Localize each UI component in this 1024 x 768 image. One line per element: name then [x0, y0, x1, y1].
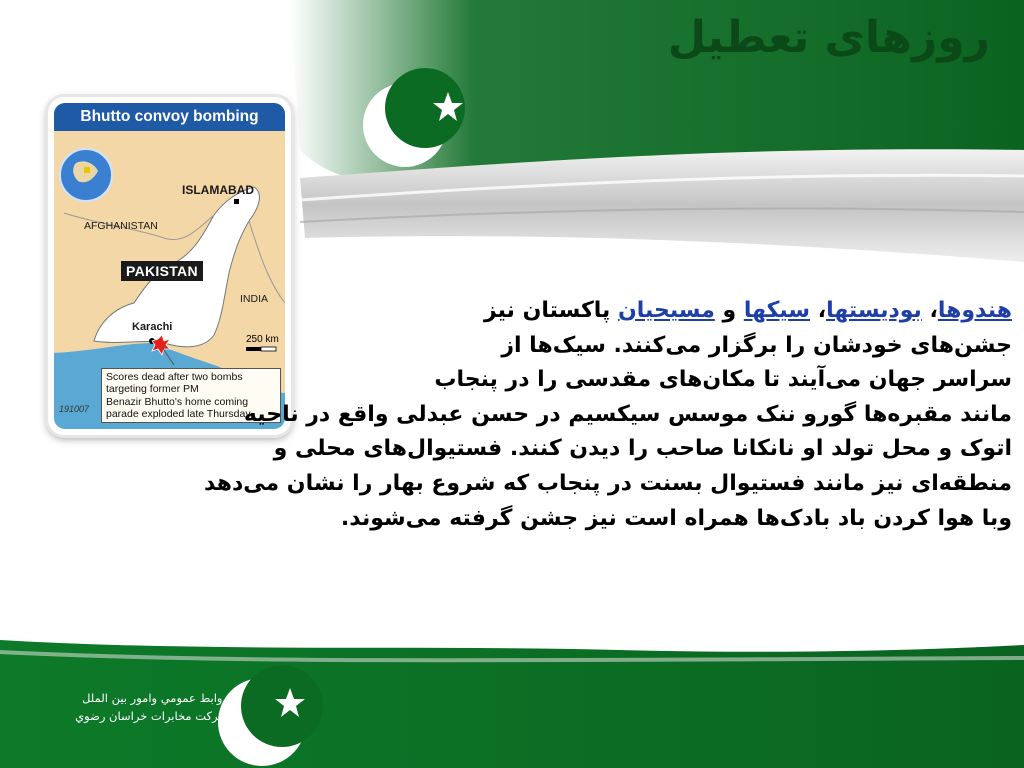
- link-sikhs[interactable]: سیکها: [743, 298, 811, 323]
- body-line: منطقه‌ای نیز مانند فستیوال بسنت در پنجاب که شروع بهار را نشان می‌دهد: [204, 470, 1012, 496]
- body-line: مانند مقبره‌ها گورو ننک موسس سیکسیم در حسن عبدلی واقع در ناحیه: [243, 401, 1012, 427]
- separator: ،: [810, 298, 827, 323]
- body-paragraph: [12, 294, 1012, 536]
- map-scale-label: 250 km: [246, 334, 279, 345]
- body-line: سراسر جهان می‌آیند تا مکان‌های مقدسی را در پنجاب: [434, 367, 1012, 393]
- footer-credit: [30, 689, 228, 725]
- separator: ،: [921, 298, 938, 323]
- footer-line-1: روابط عمومي وامور بين الملل: [82, 691, 228, 705]
- body-line: جشن‌های خودشان را برگزار می‌کنند. سیک‌ها از: [501, 332, 1012, 358]
- body-line-1: [12, 294, 1012, 329]
- link-hindus[interactable]: هندوها: [937, 298, 1012, 323]
- separator: و: [714, 298, 744, 323]
- footer-line-2: شركت مخابرات خراسان رضوي: [75, 709, 228, 723]
- link-buddhists[interactable]: بودیستها: [826, 298, 922, 323]
- callout-line: parade exploded late Thursday: [106, 408, 251, 421]
- map-credit: 191007: [59, 404, 90, 414]
- map-title: Bhutto convoy bombing: [54, 103, 285, 131]
- callout-line: Scores dead after two bombs: [106, 371, 243, 383]
- callout-line: targeting former PM: [106, 383, 199, 396]
- map-label-islamabad: ISLAMABAD: [182, 183, 254, 197]
- slide-title: روزهای تعطیل: [667, 12, 990, 63]
- callout-line: Benazir Bhutto's home coming: [106, 395, 249, 408]
- body-text-run: پاکستان نیز: [483, 298, 618, 323]
- body-line: وبا هوا کردن باد بادک‌ها همراه است نیز جشن گرفته می‌شوند.: [340, 505, 1012, 531]
- body-line: اتوک و محل تولد او نانکانا صاحب را دیدن کنند. فستیوال‌های محلی و: [273, 436, 1012, 462]
- map-label-karachi: Karachi: [132, 321, 173, 333]
- map-label-india: INDIA: [240, 293, 269, 305]
- link-christians[interactable]: مسیحیان: [617, 298, 715, 323]
- map-label-pakistan: PAKISTAN: [121, 261, 203, 281]
- map-label-afghanistan: AFGHANISTAN: [84, 220, 158, 232]
